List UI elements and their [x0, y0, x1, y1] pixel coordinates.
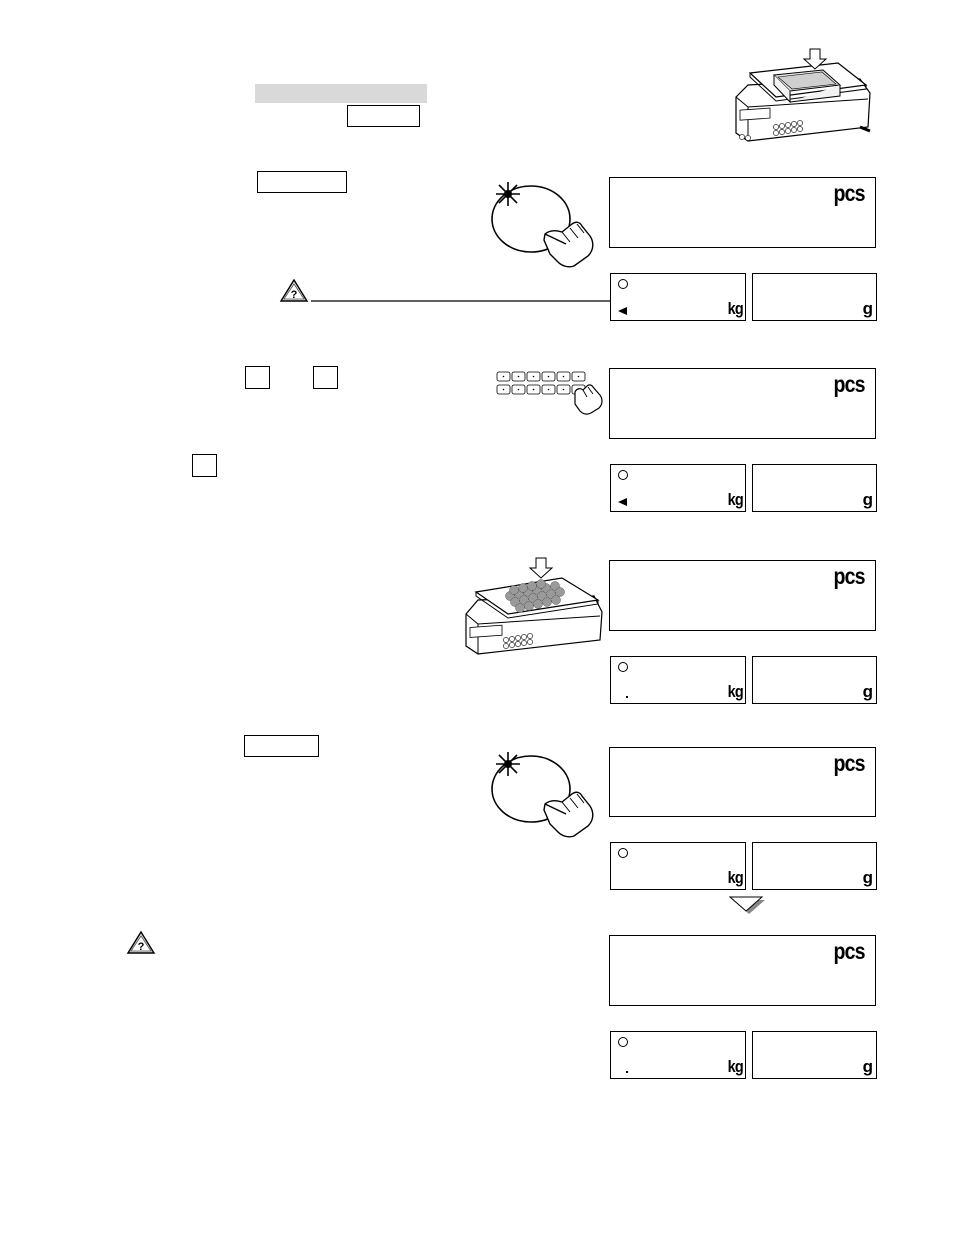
svg-text:?: ? [137, 941, 145, 953]
lcd-weight-display [610, 273, 746, 321]
pcs-unit-label: pcs [833, 563, 865, 589]
kg-unit-label: kg [727, 299, 743, 318]
lcd-weight-display [610, 842, 746, 890]
pointer-indicator-icon [618, 307, 627, 315]
pointer-indicator-icon [618, 498, 627, 506]
pcs-unit-label: pcs [833, 750, 865, 776]
pcs-unit-label: pcs [833, 371, 865, 397]
lcd-unit-weight-display [752, 1031, 877, 1079]
lcd-unit-weight-display [752, 273, 877, 321]
lcd-pcs-display [609, 935, 876, 1006]
pcs-unit-label: pcs [833, 938, 865, 964]
numeric-key-box-1 [245, 366, 270, 389]
g-unit-label: g [862, 299, 872, 318]
tare-key-box [347, 105, 420, 127]
hand-press-icon [490, 174, 605, 264]
kg-unit-label: kg [727, 490, 743, 509]
pcs-unit-label: pcs [833, 180, 865, 206]
scale-with-box-illustration [728, 45, 873, 145]
lcd-unit-weight-display [752, 842, 877, 890]
lcd-weight-display [610, 1031, 746, 1079]
enter-key-box [192, 454, 217, 477]
kg-unit-label: kg [727, 868, 743, 887]
indicator-dot [626, 696, 628, 698]
lcd-pcs-display [609, 177, 876, 248]
stable-indicator-icon [618, 1037, 628, 1047]
lcd-weight-display [610, 464, 746, 512]
svg-text:?: ? [290, 289, 298, 301]
stable-indicator-icon [618, 279, 628, 289]
indicator-dot [626, 1071, 628, 1073]
arrow-down-icon [729, 896, 767, 916]
stable-indicator-icon [618, 662, 628, 672]
lcd-pcs-display [609, 747, 876, 817]
g-unit-label: g [862, 868, 872, 887]
scale-with-parts-illustration [462, 556, 602, 654]
sample-key-box [257, 171, 347, 193]
lcd-unit-weight-display [752, 656, 877, 704]
lcd-pcs-display [609, 368, 876, 439]
sample-key-box [244, 735, 319, 757]
stable-indicator-icon [618, 470, 628, 480]
g-unit-label: g [862, 682, 872, 701]
warning-question-icon [126, 930, 156, 956]
highlighted-text-bar [255, 84, 427, 103]
warning-question-icon [279, 278, 309, 304]
numeric-key-box-2 [313, 366, 338, 389]
lcd-pcs-display [609, 560, 876, 631]
kg-unit-label: kg [727, 682, 743, 701]
kg-unit-label: kg [727, 1057, 743, 1076]
lcd-weight-display [610, 656, 746, 704]
g-unit-label: g [862, 1057, 872, 1076]
g-unit-label: g [862, 490, 872, 509]
stable-indicator-icon [618, 848, 628, 858]
arrow-right-icon [311, 295, 656, 307]
hand-press-icon [490, 744, 605, 834]
keypad-icon [495, 370, 607, 415]
lcd-unit-weight-display [752, 464, 877, 512]
